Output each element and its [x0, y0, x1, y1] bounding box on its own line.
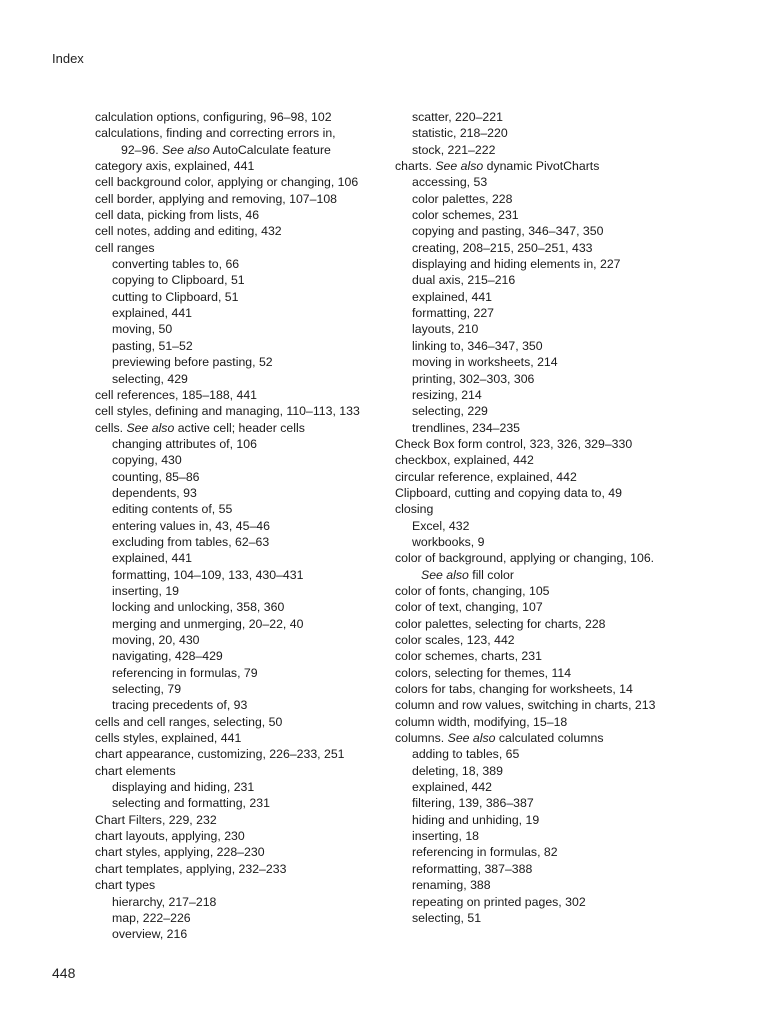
index-subentry	[95, 436, 360, 452]
index-entry	[395, 599, 655, 615]
entry-text: displaying and hiding elements in, 227	[412, 257, 621, 272]
entry-text: cell data, picking from lists, 46	[95, 208, 260, 223]
index-entry	[395, 730, 655, 746]
index-subentry	[395, 534, 655, 550]
entry-text: merging and unmerging, 20–22, 40	[112, 616, 304, 631]
entry-text: explained, 441	[112, 306, 192, 321]
index-entry	[395, 158, 655, 174]
entry-text: cell styles, defining and managing, 110–113, 133	[95, 404, 360, 419]
index-subentry	[95, 648, 360, 664]
index-subentry	[395, 403, 655, 419]
entry-text: overview, 216	[112, 927, 188, 942]
entry-text: selecting, 429	[112, 371, 188, 386]
entry-text: trendlines, 234–235	[412, 420, 521, 435]
index-entry	[95, 174, 360, 190]
entry-text: color schemes, 231	[412, 208, 519, 223]
index-subentry	[95, 256, 360, 272]
entry-text: active cell; header cells	[174, 420, 305, 435]
index-entry	[95, 861, 360, 877]
entry-text: 92–96.	[121, 142, 163, 157]
page-number: 448	[52, 965, 76, 981]
index-subentry	[395, 387, 655, 403]
entry-text: dual axis, 215–216	[412, 273, 516, 288]
entry-text: pasting, 51–52	[112, 338, 193, 353]
index-entry	[95, 240, 360, 256]
index-subentry	[95, 272, 360, 288]
index-subentry	[395, 779, 655, 795]
index-subentry	[95, 697, 360, 713]
entry-text: cell border, applying and removing, 107–108	[95, 191, 338, 206]
index-entry	[395, 681, 655, 697]
index-subentry	[95, 354, 360, 370]
index-subentry	[395, 289, 655, 305]
entry-text: previewing before pasting, 52	[112, 355, 273, 370]
entry-text: color of text, changing, 107	[395, 600, 543, 615]
entry-text: accessing, 53	[412, 175, 488, 190]
index-entry	[395, 665, 655, 681]
entry-text: column width, modifying, 15–18	[395, 714, 568, 729]
entry-text: cell references, 185–188, 441	[95, 387, 258, 402]
entry-text: circular reference, explained, 442	[395, 469, 577, 484]
entry-text: AutoCalculate feature	[209, 142, 331, 157]
index-subentry	[95, 926, 360, 942]
entry-text: stock, 221–222	[412, 142, 496, 157]
index-subentry	[395, 207, 655, 223]
entry-text: printing, 302–303, 306	[412, 371, 535, 386]
entry-text: referencing in formulas, 79	[112, 665, 258, 680]
entry-text: chart styles, applying, 228–230	[95, 845, 265, 860]
entry-text: creating, 208–215, 250–251, 433	[412, 240, 593, 255]
entry-text: Check Box form control, 323, 326, 329–330	[395, 436, 633, 451]
entry-text: inserting, 18	[412, 829, 479, 844]
entry-text: closing	[395, 502, 434, 517]
see-also-text: See also	[435, 159, 484, 174]
index-entry	[395, 501, 655, 517]
entry-text: cells and cell ranges, selecting, 50	[95, 714, 283, 729]
entry-text: explained, 442	[412, 780, 492, 795]
index-subentry	[395, 142, 655, 158]
see-also-text: See also	[447, 731, 496, 746]
index-entry	[95, 223, 360, 239]
index-entry	[95, 812, 360, 828]
entry-text: fill color	[468, 567, 514, 582]
index-subentry	[95, 142, 360, 158]
entry-text: checkbox, explained, 442	[395, 453, 534, 468]
index-subentry	[95, 567, 360, 583]
entry-text: dependents, 93	[112, 485, 197, 500]
entry-text: selecting, 229	[412, 404, 488, 419]
see-also-text: See also	[126, 420, 175, 435]
index-entry	[395, 485, 655, 501]
entry-text: chart appearance, customizing, 226–233, 251	[95, 747, 345, 762]
entry-text: colors, selecting for themes, 114	[395, 665, 572, 680]
index-subentry	[95, 583, 360, 599]
entry-text: excluding from tables, 62–63	[112, 534, 270, 549]
entry-text: dynamic PivotCharts	[483, 159, 600, 174]
index-subentry	[395, 256, 655, 272]
index-subentry	[395, 338, 655, 354]
entry-text: layouts, 210	[412, 322, 479, 337]
entry-text: Chart Filters, 229, 232	[95, 812, 217, 827]
index-entry	[95, 844, 360, 860]
entry-text: cutting to Clipboard, 51	[112, 289, 239, 304]
index-subentry	[395, 321, 655, 337]
entry-text: filtering, 139, 386–387	[412, 796, 534, 811]
index-entry	[95, 207, 360, 223]
index-subentry	[395, 240, 655, 256]
entry-text: linking to, 346–347, 350	[412, 338, 543, 353]
see-also-text: See also	[421, 567, 469, 582]
index-entry	[95, 877, 360, 893]
entry-text: displaying and hiding, 231	[112, 780, 255, 795]
entry-text: moving, 20, 430	[112, 633, 200, 647]
index-subentry	[95, 338, 360, 354]
entry-text: formatting, 227	[412, 306, 495, 321]
index-subentry	[95, 779, 360, 795]
entry-text: chart elements	[95, 763, 176, 778]
index-subentry	[395, 305, 655, 321]
index-entry	[395, 436, 655, 452]
entry-text: chart layouts, applying, 230	[95, 829, 245, 844]
index-subentry	[395, 354, 655, 370]
entry-text: counting, 85–86	[112, 469, 200, 484]
index-subentry	[395, 109, 655, 125]
index-subentry	[395, 844, 655, 860]
entry-text: selecting, 51	[412, 910, 482, 925]
index-entry	[95, 714, 360, 730]
index-subentry	[95, 795, 360, 811]
index-entry	[95, 191, 360, 207]
entry-text: color scales, 123, 442	[395, 633, 515, 647]
entry-text: explained, 441	[112, 551, 192, 566]
index-subentry	[395, 420, 655, 436]
entry-text: calculated columns	[495, 731, 604, 746]
entry-text: copying and pasting, 346–347, 350	[412, 224, 604, 239]
index-subentry	[395, 894, 655, 910]
entry-text: cell ranges	[95, 240, 155, 255]
entry-text: color palettes, 228	[412, 191, 513, 206]
entry-text: charts.	[395, 159, 436, 174]
entry-text: adding to tables, 65	[412, 747, 520, 762]
entry-text: formatting, 104–109, 133, 430–431	[112, 567, 304, 582]
index-subentry	[95, 501, 360, 517]
entry-text: resizing, 214	[412, 387, 482, 402]
entry-text: copying to Clipboard, 51	[112, 273, 245, 288]
index-subentry	[395, 567, 655, 583]
entry-text: column and row values, switching in charts, 213	[395, 698, 656, 713]
index-subentry	[395, 174, 655, 190]
entry-text: deleting, 18, 389	[412, 763, 503, 778]
index-entry	[95, 125, 360, 141]
entry-text: tracing precedents of, 93	[112, 698, 248, 713]
entry-text: cells.	[95, 420, 127, 435]
entry-text: repeating on printed pages, 302	[412, 894, 586, 909]
index-entry	[395, 583, 655, 599]
index-subentry	[95, 469, 360, 485]
index-subentry	[95, 534, 360, 550]
index-subentry	[395, 191, 655, 207]
entry-text: reformatting, 387–388	[412, 861, 533, 876]
entry-text: navigating, 428–429	[112, 649, 223, 664]
index-subentry	[395, 812, 655, 828]
index-subentry	[95, 518, 360, 534]
index-column-left	[95, 109, 360, 943]
index-subentry	[395, 371, 655, 387]
entry-text: locking and unlocking, 358, 360	[112, 600, 285, 615]
index-subentry	[395, 910, 655, 926]
index-subentry	[395, 795, 655, 811]
entry-text: editing contents of, 55	[112, 502, 233, 517]
entry-text: columns.	[395, 731, 448, 746]
index-subentry	[395, 861, 655, 877]
index-subentry	[395, 223, 655, 239]
index-subentry	[95, 894, 360, 910]
entry-text: moving in worksheets, 214	[412, 355, 558, 370]
entry-text: moving, 50	[112, 322, 173, 337]
entry-text: colors for tabs, changing for worksheets, 14	[395, 682, 633, 697]
entry-text: chart templates, applying, 232–233	[95, 861, 287, 876]
index-entry	[95, 730, 360, 746]
index-subentry	[395, 877, 655, 893]
entry-text: category axis, explained, 441	[95, 159, 255, 174]
running-head: Index	[52, 51, 84, 66]
index-subentry	[95, 665, 360, 681]
index-subentry	[95, 289, 360, 305]
index-entry	[395, 697, 655, 713]
entry-text: statistic, 218–220	[412, 126, 508, 141]
entry-text: cells styles, explained, 441	[95, 731, 242, 746]
entry-text: scatter, 220–221	[412, 110, 503, 124]
index-entry	[95, 403, 360, 419]
entry-text: entering values in, 43, 45–46	[112, 518, 270, 533]
index-entry	[95, 158, 360, 174]
index-subentry	[95, 550, 360, 566]
index-subentry	[395, 746, 655, 762]
index-entry	[395, 452, 655, 468]
index-subentry	[95, 305, 360, 321]
index-subentry	[395, 125, 655, 141]
index-column-right	[395, 109, 655, 926]
entry-text: color of background, applying or changing, 106.	[395, 551, 655, 566]
entry-text: renaming, 388	[412, 878, 491, 893]
entry-text: selecting and formatting, 231	[112, 796, 270, 811]
index-entry	[95, 420, 360, 436]
entry-text: cell notes, adding and editing, 432	[95, 224, 282, 239]
entry-text: explained, 441	[412, 289, 492, 304]
index-entry	[95, 387, 360, 403]
index-subentry	[95, 632, 360, 648]
index-subentry	[95, 452, 360, 468]
entry-text: Excel, 432	[412, 518, 470, 533]
index-entry	[95, 828, 360, 844]
index-subentry	[95, 616, 360, 632]
entry-text: workbooks, 9	[412, 534, 485, 549]
index-subentry	[95, 485, 360, 501]
entry-text: chart types	[95, 878, 156, 893]
entry-text: color palettes, selecting for charts, 228	[395, 616, 606, 631]
index-subentry	[395, 518, 655, 534]
index-entry	[95, 746, 360, 762]
entry-text: cell background color, applying or changing, 106	[95, 175, 359, 190]
index-subentry	[95, 681, 360, 697]
index-entry	[395, 469, 655, 485]
index-subentry	[395, 272, 655, 288]
index-entry	[95, 109, 360, 125]
entry-text: calculations, finding and correcting errors in,	[95, 126, 336, 141]
entry-text: color schemes, charts, 231	[395, 649, 542, 664]
entry-text: selecting, 79	[112, 682, 182, 697]
entry-text: map, 222–226	[112, 910, 191, 925]
entry-text: referencing in formulas, 82	[412, 845, 558, 860]
entry-text: converting tables to, 66	[112, 257, 240, 272]
index-entry	[395, 632, 655, 648]
index-subentry	[95, 321, 360, 337]
entry-text: Clipboard, cutting and copying data to, 49	[395, 485, 622, 500]
index-entry	[395, 616, 655, 632]
index-subentry	[95, 910, 360, 926]
index-subentry	[95, 371, 360, 387]
index-entry	[95, 763, 360, 779]
entry-text: changing attributes of, 106	[112, 436, 257, 451]
entry-text: hiding and unhiding, 19	[412, 812, 540, 827]
index-subentry	[395, 828, 655, 844]
index-subentry	[95, 599, 360, 615]
entry-text: hierarchy, 217–218	[112, 894, 217, 909]
entry-text: copying, 430	[112, 453, 182, 468]
entry-text: calculation options, configuring, 96–98, 102	[95, 110, 332, 124]
index-entry	[395, 550, 655, 566]
see-also-text: See also	[162, 142, 210, 157]
index-subentry	[395, 763, 655, 779]
index-entry	[395, 714, 655, 730]
index-entry	[395, 648, 655, 664]
entry-text: color of fonts, changing, 105	[395, 583, 550, 598]
entry-text: inserting, 19	[112, 583, 179, 598]
